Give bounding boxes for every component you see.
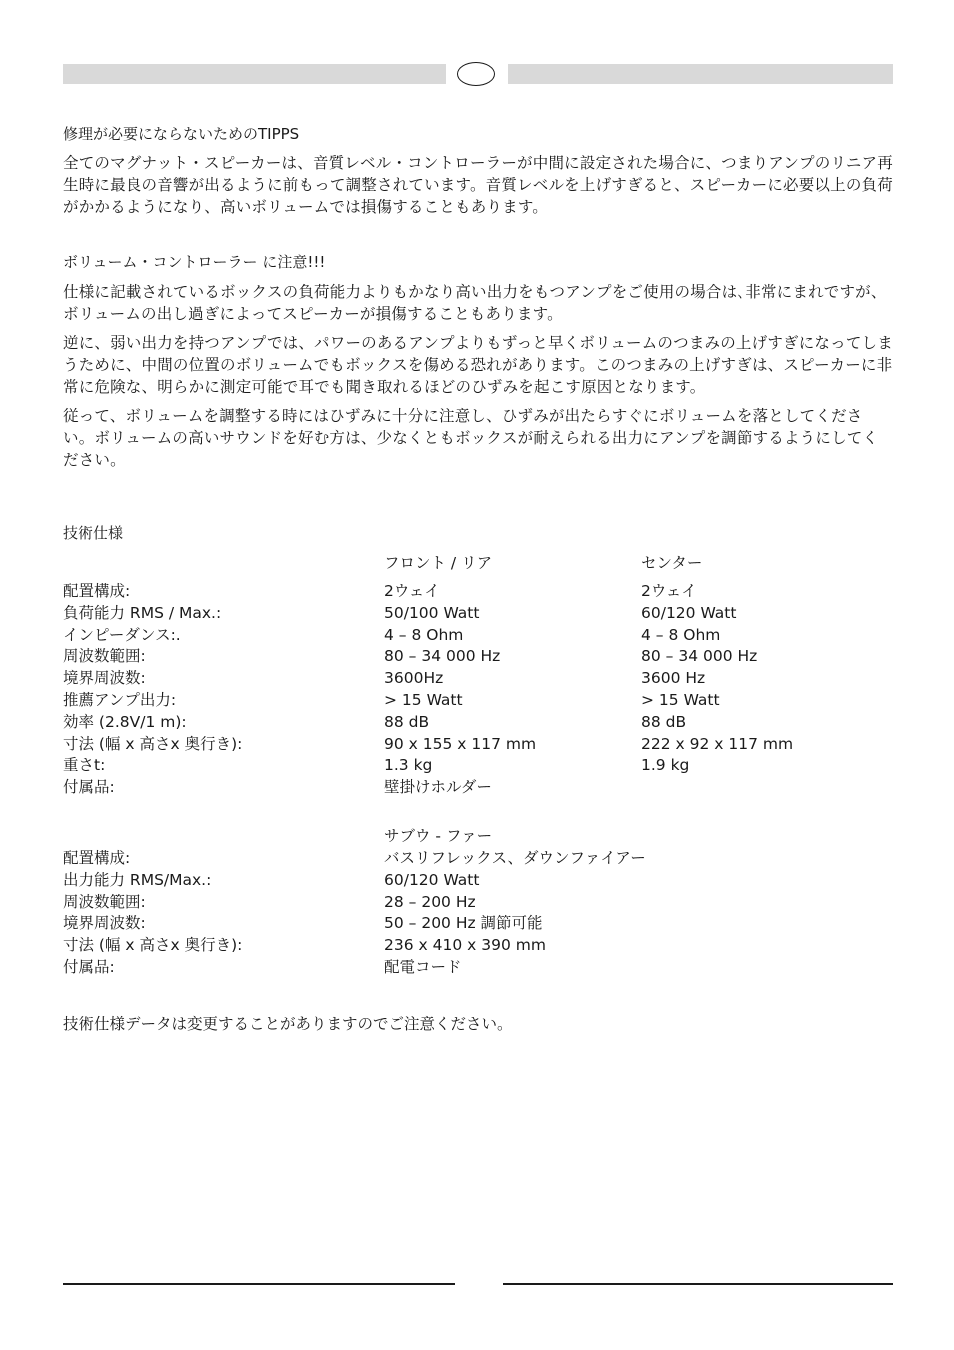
specs-row-cell-0: 効率 (2.8V/1 m):: [63, 712, 187, 731]
specs-row-cell-1: > 15 Watt: [384, 691, 463, 709]
specs-row-cell-0: 寸法 (幅 x 高さx 奥行き):: [63, 734, 243, 753]
specs-row-cell-2: > 15 Watt: [641, 691, 720, 709]
specs-row-cell-2: 222 x 92 x 117 mm: [641, 734, 794, 753]
specs-row-cell-0: 配置構成:: [63, 582, 131, 600]
subwoofer-header: サブウ - ファー: [384, 827, 493, 845]
specs-row-cell-2: 1.9 kg: [641, 756, 690, 775]
specs-row: [63, 776, 893, 798]
subwoofer-row-cell-0: 配置構成:: [63, 849, 131, 867]
tips-section: [63, 124, 893, 225]
tips-paragraph: 全てのマグナット・スピーカーは、音質レベル・コントローラーが中間に設定された場合に、つまりアンプのリニア再生時に最良の音響が出るように前もって調整されています。音質レベルを上げすぎると、スピーカーに必要以上の負荷がかかるようになり、高いボリュームでは損傷することもあります。: [63, 154, 893, 216]
specs-row-cell-2: 60/120 Watt: [641, 603, 737, 622]
volume-section: [63, 252, 893, 478]
specs-row-cell-2: 4 – 8 Ohm: [641, 625, 721, 644]
specs-row-cell-0: 負荷能力 RMS / Max.:: [63, 603, 222, 622]
specs-row-cell-0: 重さt:: [63, 756, 106, 775]
subwoofer-row-cell-1: 60/120 Watt: [384, 870, 480, 889]
specs-row: [63, 754, 893, 776]
header-bar-left: [63, 64, 446, 84]
specs-row-cell-1: 4 – 8 Ohm: [384, 625, 464, 644]
volume-paragraph-2: 逆に、弱い出力を持つアンプでは、パワーのあるアンプよりもずっと早くボリュームのつまみの上げすぎになってしまうために、中間の位置のボリュームでもボックスを傷める恐れがあります。このつまみの上げすぎは、スピーカーに非常に危険な、明らかに測定可能で耳でも聞き取れるほどのひずみを起こす原因となります。: [63, 334, 893, 396]
specs-row: [63, 733, 893, 755]
subwoofer-row-cell-1: 28 – 200 Hz: [384, 892, 476, 911]
footer-rule-right: [503, 1283, 893, 1285]
subwoofer-row-cell-0: 寸法 (幅 x 高さx 奥行き):: [63, 936, 243, 955]
specs-row: [63, 711, 893, 733]
volume-heading: ボリューム・コントローラー に注意!!!: [63, 253, 326, 271]
specs-row-cell-2: 88 dB: [641, 712, 687, 731]
specs-row-cell-1: 88 dB: [384, 712, 430, 731]
specs-row-cell-1: 3600Hz: [384, 669, 444, 688]
specs-row-cell-1: 90 x 155 x 117 mm: [384, 734, 537, 753]
specs-row: [63, 602, 893, 624]
subwoofer-row-cell-0: 境界周波数:: [63, 914, 146, 933]
subwoofer-row: [63, 912, 893, 934]
volume-paragraph-3: 従って、ボリュームを調整する時にはひずみに十分に注意し、ひずみが出たらすぐにボリュームを落としてください。ボリュームの高いサウンドを好む方は、少なくともボックスが耐えられる出力にアンプを調節するようにしてください。: [63, 407, 879, 469]
header-bar-right: [508, 64, 893, 84]
specs-row-cell-2: 2ウェイ: [641, 582, 697, 600]
specs-row-cell-0: 推薦アンプ出力:: [63, 691, 177, 709]
subwoofer-row-cell-0: 出力能力 RMS/Max.:: [63, 870, 212, 889]
specs-note: 技術仕様データは変更することがありますのでご注意ください。: [63, 1015, 513, 1033]
volume-paragraph-1: 仕様に記載されているボックスの負荷能力よりもかなり高い出力をもつアンプをご使用の場合は､非常にまれですが、ボリュームの出し過ぎによってスピーカーが損傷することもあります。: [63, 283, 887, 323]
subwoofer-row: [63, 956, 893, 978]
specs-row-cell-0: 付属品:: [63, 778, 115, 797]
specs-header-row-cell-2: センター: [641, 554, 703, 572]
subwoofer-row-cell-1: 配電コード: [384, 958, 462, 976]
specs-row-cell-1: 80 – 34 000 Hz: [384, 647, 501, 666]
subwoofer-row-cell-1: 236 x 410 x 390 mm: [384, 936, 546, 955]
specs-header-row-cell-1: フロント / リア: [384, 554, 493, 572]
subwoofer-header-row: [63, 825, 893, 847]
specs-row-cell-2: 3600 Hz: [641, 669, 706, 688]
subwoofer-row: [63, 891, 893, 913]
specs-row-cell-1: 1.3 kg: [384, 756, 433, 775]
specs-header-row: [63, 552, 893, 574]
specs-row-cell-1: 2ウェイ: [384, 582, 440, 600]
specs-row: [63, 689, 893, 711]
tips-heading: 修理が必要にならないためのTIPPS: [63, 125, 300, 143]
subwoofer-row: [63, 934, 893, 956]
language-badge-oval: [457, 62, 495, 86]
footer-rule-left: [63, 1283, 455, 1285]
specs-row-cell-0: インピーダンス:.: [63, 625, 181, 644]
specs-row: [63, 645, 893, 667]
specs-row: [63, 580, 893, 602]
specs-row-cell-2: 80 – 34 000 Hz: [641, 647, 758, 666]
specs-row-cell-1: 50/100 Watt: [384, 603, 480, 622]
specs-row: [63, 624, 893, 646]
specs-row-cell-0: 境界周波数:: [63, 669, 146, 688]
specs-row-cell-1: 壁掛けホルダー: [384, 778, 492, 797]
subwoofer-row: [63, 869, 893, 891]
subwoofer-row-cell-0: 付属品:: [63, 958, 115, 976]
specs-row-cell-0: 周波数範囲:: [63, 647, 146, 666]
subwoofer-row-cell-1: 50 – 200 Hz 調節可能: [384, 914, 543, 933]
subwoofer-row-cell-0: 周波数範囲:: [63, 892, 146, 911]
subwoofer-row-cell-1: バスリフレックス、ダウンファイアー: [384, 849, 646, 867]
specs-row: [63, 667, 893, 689]
subwoofer-row: [63, 847, 893, 869]
specs-heading: 技術仕様: [63, 524, 124, 542]
